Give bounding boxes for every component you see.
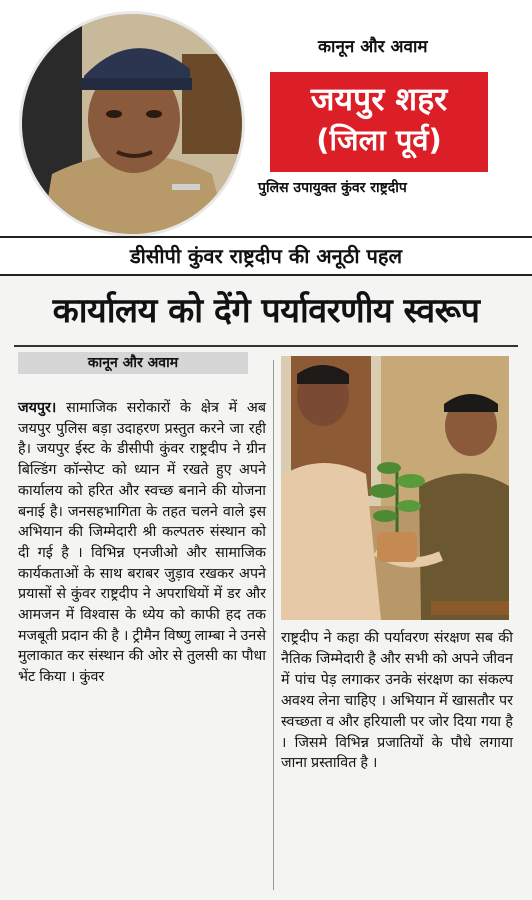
masthead bbox=[0, 0, 532, 238]
byline: कानून और अवाम bbox=[18, 352, 248, 374]
article-column-1 bbox=[18, 398, 266, 892]
sub-headline: डीसीपी कुंवर राष्ट्रदीप की अनूठी पहल bbox=[0, 236, 532, 276]
column-divider bbox=[273, 360, 274, 890]
headline-rule bbox=[14, 345, 518, 347]
article-photo bbox=[281, 356, 509, 620]
article-text-1: सामाजिक सरोकारों के क्षेत्र में अब जयपुर पुलिस बड़ा उदाहरण प्रस्तुत करने जा रही है। जयपुर ईस्ट के डीसीपी कुंवर राष्ट्रदीप ने ग्रीन बिल्डिंग कॉन्सेप्ट को ध्यान में रखते हुए अपने कार्यालय को हरित और स्वच्छ बनाने की योजना बनाई है। जनसहभागिता के तहत चलने वाले इस अभियान की जिम्मेदारी श्री कल्पतरु संस्थान को दी गई है । विभिन्न एनजीओ और सामाजिक कार्यकताओं के साथ बराबर जुड़ाव रखकर अपने प्रयासों से कुंवर राष्ट्रदीप ने अपराधियों में डर और आमजन में विश्वास के ध्येय को काफी हद तक मजबूती प्रदान की है । ट्रीमैन विष्णु लाम्बा ने उनसे मुलाकात कर संस्थान की ओर से तुलसी का पौधा भेंट किया । कुंवर bbox=[18, 400, 266, 686]
brand-label: कानून और अवाम bbox=[318, 37, 428, 57]
dateline: जयपुर। bbox=[18, 400, 57, 416]
officer-caption: पुलिस उपायुक्त कुंवर राष्ट्रदीप bbox=[258, 180, 407, 196]
plant-handover-photo bbox=[281, 356, 509, 620]
officer-portrait-image bbox=[22, 14, 242, 234]
city-banner bbox=[270, 72, 488, 172]
district-title: (जिला पूर्व) bbox=[316, 123, 442, 157]
city-title: जयपुर शहर bbox=[310, 80, 448, 118]
officer-portrait bbox=[22, 14, 242, 234]
main-headline: कार्यालय को देंगे पर्यावरणीय स्वरूप bbox=[52, 291, 480, 331]
article-column-2: राष्ट्रदीप ने कहा की पर्यावरण संरक्षण सब की नैतिक जिम्मेदारी है और सभी को अपने जीवन में पांच पेड़ लगाकर उनके संरक्षण का संकल्प अवश्य लेना चाहिए । अभियान में खासतौर पर स्वच्छता व और हरियाली पर जोर दिया गया है । जिसमे विभिन्न प्रजातियों के पौधे लगाया जाना प्रस्तावित है । bbox=[281, 630, 513, 772]
